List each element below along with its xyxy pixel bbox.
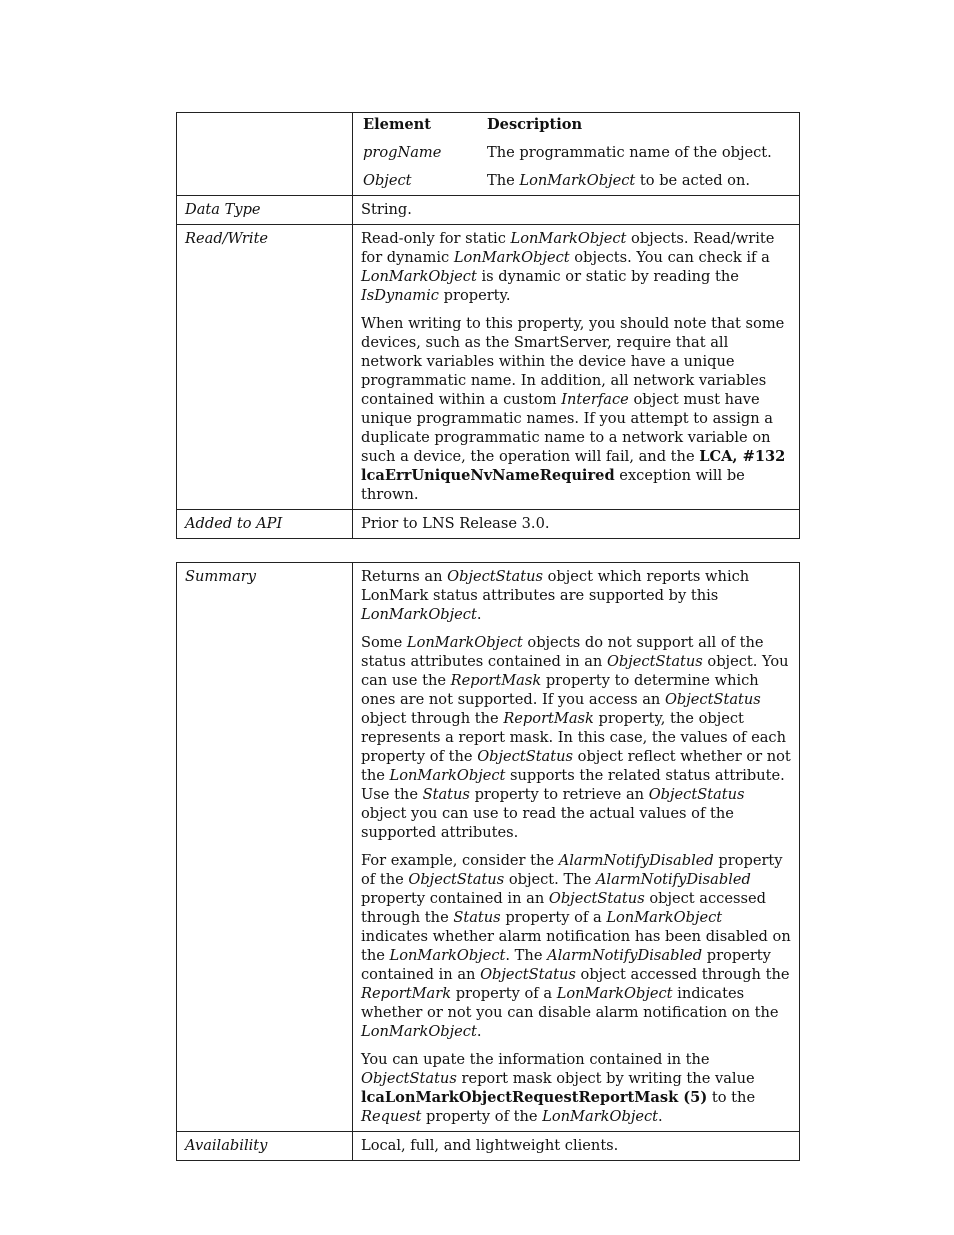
row-label: Added to API (177, 510, 353, 539)
element-name: progName (363, 144, 442, 161)
description-header: Description (487, 116, 583, 133)
paragraph: You can upate the information contained in the ObjectStatus report mask object by writing the value lcaLonMarkObjectRequestReportMask (5) to the Request property of the LonMarkObject. (361, 1051, 756, 1125)
table-row (177, 1132, 800, 1161)
paragraph: Read-only for static LonMarkObject objects. Read/write for dynamic LonMarkObject objects. You can check if a LonMarkObject is dynamic or static by reading the IsDynamic property. (361, 230, 775, 304)
element-description: The LonMarkObject to be acted on. (487, 172, 751, 189)
paragraph: For example, consider the AlarmNotifyDisabled property of the ObjectStatus object. The AlarmNotifyDisabled property contained in an ObjectStatus object accessed through the Status property of a LonMarkObject indicates whether alarm notification has been disabled on the LonMarkObject. The AlarmNotifyDisabled property contained in an ObjectStatus object accessed through the ReportMark property of a LonMarkObject indicates whether or not you can disable alarm notification on the LonMarkObject. (361, 852, 791, 1040)
row-value: Local, full, and lightweight clients. (353, 1132, 800, 1161)
empty-label-cell (177, 113, 353, 196)
row-label: Data Type (177, 196, 353, 225)
property-table-1 (176, 112, 800, 539)
property-table-2 (176, 562, 800, 1161)
row-value: String. (353, 196, 800, 225)
paragraph: Some LonMarkObject objects do not support all of the status attributes contained in an ObjectStatus object. You can use the ReportMask property to determine which ones are not supported. If you access an ObjectStatus object through the ReportMask property, the object represents a report mask. In this case, the values of each property of the ObjectStatus object reflect whether or not the LonMarkObject supports the related status attribute. Use the Status property to retrieve an ObjectStatus object you can use to read the actual values of the supported attributes. (361, 634, 791, 841)
table-row (177, 225, 800, 510)
table-row (363, 171, 772, 190)
row-label: Summary (177, 563, 353, 1132)
element-description: The programmatic name of the object. (487, 144, 772, 161)
paragraph: Returns an ObjectStatus object which reports which LonMark status attributes are supported by this LonMarkObject. (361, 568, 750, 623)
element-description-cell (353, 113, 800, 196)
element-name: Object (363, 172, 412, 189)
table-row (177, 563, 800, 1132)
element-table (363, 115, 772, 190)
table-row (177, 510, 800, 539)
row-label: Read/Write (177, 225, 353, 510)
row-value (353, 563, 800, 1132)
element-header: Element (363, 116, 432, 133)
row-value (353, 225, 800, 510)
table-row (177, 113, 800, 196)
element-table-header (363, 115, 772, 143)
row-value: Prior to LNS Release 3.0. (353, 510, 800, 539)
paragraph: When writing to this property, you should note that some devices, such as the SmartServer, require that all network variables within the device have a unique programmatic name. In addition, all network variables contained within a custom Interface object must have unique programmatic names. If you attempt to assign a duplicate programmatic name to a network variable on such a device, the operation will fail, and the LCA, #132 lcaErrUniqueNvNameRequired exception will be thrown. (361, 315, 786, 503)
row-label: Availability (177, 1132, 353, 1161)
table-row (177, 196, 800, 225)
table-row (363, 143, 772, 171)
